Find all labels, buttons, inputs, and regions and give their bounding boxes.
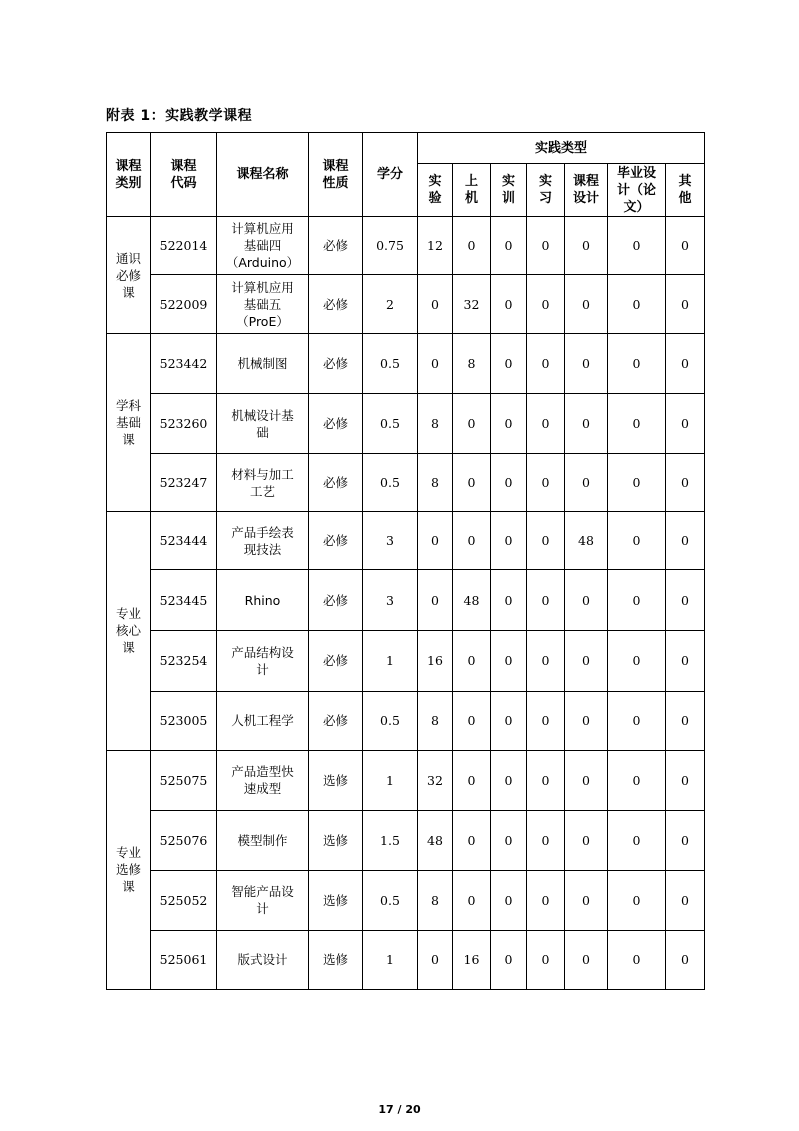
hours-cell: 0	[565, 750, 608, 810]
category-cell: 通识 必修 课	[107, 217, 151, 334]
hours-cell: 0	[565, 454, 608, 512]
header-type-course-design: 课程 设计	[565, 164, 608, 217]
table-row	[107, 750, 705, 810]
course-credit-cell: 1.5	[363, 810, 418, 870]
hours-cell: 0	[527, 334, 565, 394]
hours-cell: 0	[527, 870, 565, 930]
table-body	[107, 217, 705, 990]
hours-cell: 0	[418, 275, 453, 334]
hours-cell: 0	[491, 570, 527, 631]
course-nature-cell: 必修	[309, 691, 363, 750]
hours-cell: 8	[418, 691, 453, 750]
hours-cell: 0	[491, 870, 527, 930]
course-nature-cell: 选修	[309, 870, 363, 930]
course-nature-cell: 选修	[309, 750, 363, 810]
course-credit-cell: 0.5	[363, 870, 418, 930]
hours-cell: 0	[666, 454, 705, 512]
course-code-cell: 523254	[151, 631, 217, 691]
table-caption: 附表 1：实践教学课程	[106, 108, 253, 124]
hours-cell: 0	[565, 691, 608, 750]
hours-cell: 0	[565, 631, 608, 691]
hours-cell: 0	[565, 570, 608, 631]
course-nature-cell: 必修	[309, 217, 363, 275]
hours-cell: 0	[527, 217, 565, 275]
course-nature-cell: 选修	[309, 810, 363, 870]
course-nature-cell: 必修	[309, 454, 363, 512]
hours-cell: 0	[608, 454, 666, 512]
hours-cell: 0	[527, 512, 565, 570]
course-credit-cell: 3	[363, 512, 418, 570]
hours-cell: 0	[527, 570, 565, 631]
hours-cell: 0	[608, 631, 666, 691]
table-row	[107, 394, 705, 454]
hours-cell: 0	[418, 570, 453, 631]
hours-cell: 0	[608, 275, 666, 334]
hours-cell: 0	[565, 394, 608, 454]
hours-cell: 0	[608, 512, 666, 570]
course-credit-cell: 0.5	[363, 394, 418, 454]
course-code-cell: 525061	[151, 930, 217, 989]
course-code-cell: 523260	[151, 394, 217, 454]
course-nature-cell: 必修	[309, 394, 363, 454]
hours-cell: 0	[666, 631, 705, 691]
course-name-cell: 产品结构设 计	[217, 631, 309, 691]
header-practice-type: 实践类型	[418, 133, 705, 164]
hours-cell: 0	[527, 454, 565, 512]
hours-cell: 48	[418, 810, 453, 870]
hours-cell: 0	[527, 631, 565, 691]
course-credit-cell: 1	[363, 750, 418, 810]
hours-cell: 0	[527, 394, 565, 454]
hours-cell: 0	[666, 691, 705, 750]
hours-cell: 0	[608, 870, 666, 930]
hours-cell: 0	[608, 810, 666, 870]
hours-cell: 0	[453, 870, 491, 930]
hours-cell: 0	[453, 394, 491, 454]
course-name-cell: 产品造型快 速成型	[217, 750, 309, 810]
category-cell: 学科 基础 课	[107, 334, 151, 512]
hours-cell: 0	[565, 810, 608, 870]
hours-cell: 0	[608, 217, 666, 275]
course-nature-cell: 必修	[309, 275, 363, 334]
hours-cell: 0	[565, 275, 608, 334]
course-name-cell: Rhino	[217, 570, 309, 631]
hours-cell: 0	[565, 870, 608, 930]
hours-cell: 0	[527, 810, 565, 870]
hours-cell: 0	[453, 454, 491, 512]
hours-cell: 0	[666, 570, 705, 631]
hours-cell: 0	[527, 275, 565, 334]
hours-cell: 0	[666, 275, 705, 334]
hours-cell: 0	[491, 217, 527, 275]
hours-cell: 0	[527, 930, 565, 989]
practice-course-table	[106, 132, 705, 990]
hours-cell: 0	[418, 930, 453, 989]
course-name-cell: 计算机应用 基础五 （ProE）	[217, 275, 309, 334]
course-nature-cell: 必修	[309, 334, 363, 394]
hours-cell: 48	[453, 570, 491, 631]
header-nature: 课程 性质	[309, 133, 363, 217]
hours-cell: 0	[527, 691, 565, 750]
category-cell: 专业 核心 课	[107, 512, 151, 750]
course-code-cell: 523442	[151, 334, 217, 394]
hours-cell: 0	[666, 217, 705, 275]
course-code-cell: 523444	[151, 512, 217, 570]
page-number: 17 / 20	[378, 1103, 421, 1116]
course-code-cell: 523445	[151, 570, 217, 631]
table-row	[107, 512, 705, 570]
course-credit-cell: 2	[363, 275, 418, 334]
hours-cell: 0	[491, 275, 527, 334]
hours-cell: 0	[491, 394, 527, 454]
table-row	[107, 870, 705, 930]
hours-cell: 0	[666, 334, 705, 394]
hours-cell: 0	[608, 691, 666, 750]
table-row	[107, 691, 705, 750]
course-name-cell: 计算机应用 基础四 （Arduino）	[217, 217, 309, 275]
course-name-cell: 人机工程学	[217, 691, 309, 750]
course-nature-cell: 必修	[309, 631, 363, 691]
course-credit-cell: 0.5	[363, 454, 418, 512]
hours-cell: 0	[666, 930, 705, 989]
course-name-cell: 材料与加工 工艺	[217, 454, 309, 512]
hours-cell: 8	[418, 870, 453, 930]
header-credit: 学分	[363, 133, 418, 217]
course-credit-cell: 1	[363, 930, 418, 989]
hours-cell: 0	[666, 810, 705, 870]
hours-cell: 8	[418, 394, 453, 454]
hours-cell: 0	[565, 930, 608, 989]
header-row-top	[107, 133, 705, 164]
hours-cell: 0	[491, 512, 527, 570]
category-cell: 专业 选修 课	[107, 750, 151, 989]
course-credit-cell: 3	[363, 570, 418, 631]
header-type-training: 实 训	[491, 164, 527, 217]
hours-cell: 8	[453, 334, 491, 394]
hours-cell: 16	[453, 930, 491, 989]
course-nature-cell: 必修	[309, 570, 363, 631]
header-type-other: 其 他	[666, 164, 705, 217]
hours-cell: 0	[666, 750, 705, 810]
header-type-experiment: 实 验	[418, 164, 453, 217]
course-credit-cell: 0.75	[363, 217, 418, 275]
hours-cell: 0	[565, 334, 608, 394]
course-credit-cell: 0.5	[363, 691, 418, 750]
table-row	[107, 217, 705, 275]
header-category: 课程 类别	[107, 133, 151, 217]
hours-cell: 0	[666, 394, 705, 454]
hours-cell: 0	[453, 631, 491, 691]
course-code-cell: 522009	[151, 275, 217, 334]
hours-cell: 0	[608, 394, 666, 454]
hours-cell: 16	[418, 631, 453, 691]
hours-cell: 0	[666, 512, 705, 570]
hours-cell: 0	[491, 810, 527, 870]
course-name-cell: 机械设计基 础	[217, 394, 309, 454]
table-row	[107, 570, 705, 631]
hours-cell: 0	[608, 750, 666, 810]
course-nature-cell: 必修	[309, 512, 363, 570]
table-row	[107, 930, 705, 989]
hours-cell: 0	[491, 334, 527, 394]
course-code-cell: 525052	[151, 870, 217, 930]
header-code: 课程 代码	[151, 133, 217, 217]
course-code-cell: 523247	[151, 454, 217, 512]
table-row	[107, 631, 705, 691]
hours-cell: 8	[418, 454, 453, 512]
course-code-cell: 525075	[151, 750, 217, 810]
hours-cell: 0	[608, 334, 666, 394]
hours-cell: 0	[608, 570, 666, 631]
hours-cell: 0	[418, 334, 453, 394]
header-name: 课程名称	[217, 133, 309, 217]
table-row	[107, 810, 705, 870]
hours-cell: 0	[453, 512, 491, 570]
header-type-computer: 上 机	[453, 164, 491, 217]
hours-cell: 0	[418, 512, 453, 570]
hours-cell: 32	[418, 750, 453, 810]
header-type-graduation-design: 毕业设 计（论 文）	[608, 164, 666, 217]
course-code-cell: 523005	[151, 691, 217, 750]
course-code-cell: 525076	[151, 810, 217, 870]
hours-cell: 12	[418, 217, 453, 275]
course-name-cell: 机械制图	[217, 334, 309, 394]
hours-cell: 32	[453, 275, 491, 334]
hours-cell: 0	[527, 750, 565, 810]
table-row	[107, 334, 705, 394]
course-code-cell: 522014	[151, 217, 217, 275]
hours-cell: 0	[453, 691, 491, 750]
course-credit-cell: 1	[363, 631, 418, 691]
course-name-cell: 版式设计	[217, 930, 309, 989]
hours-cell: 0	[666, 870, 705, 930]
hours-cell: 0	[491, 454, 527, 512]
hours-cell: 0	[453, 810, 491, 870]
hours-cell: 0	[608, 930, 666, 989]
hours-cell: 0	[453, 750, 491, 810]
course-nature-cell: 选修	[309, 930, 363, 989]
hours-cell: 0	[491, 750, 527, 810]
hours-cell: 0	[491, 631, 527, 691]
table-row	[107, 275, 705, 334]
hours-cell: 0	[453, 217, 491, 275]
hours-cell: 0	[565, 217, 608, 275]
table-row	[107, 454, 705, 512]
hours-cell: 0	[491, 930, 527, 989]
course-credit-cell: 0.5	[363, 334, 418, 394]
course-name-cell: 智能产品设 计	[217, 870, 309, 930]
header-type-internship: 实 习	[527, 164, 565, 217]
hours-cell: 48	[565, 512, 608, 570]
course-name-cell: 产品手绘表 现技法	[217, 512, 309, 570]
hours-cell: 0	[491, 691, 527, 750]
course-name-cell: 模型制作	[217, 810, 309, 870]
